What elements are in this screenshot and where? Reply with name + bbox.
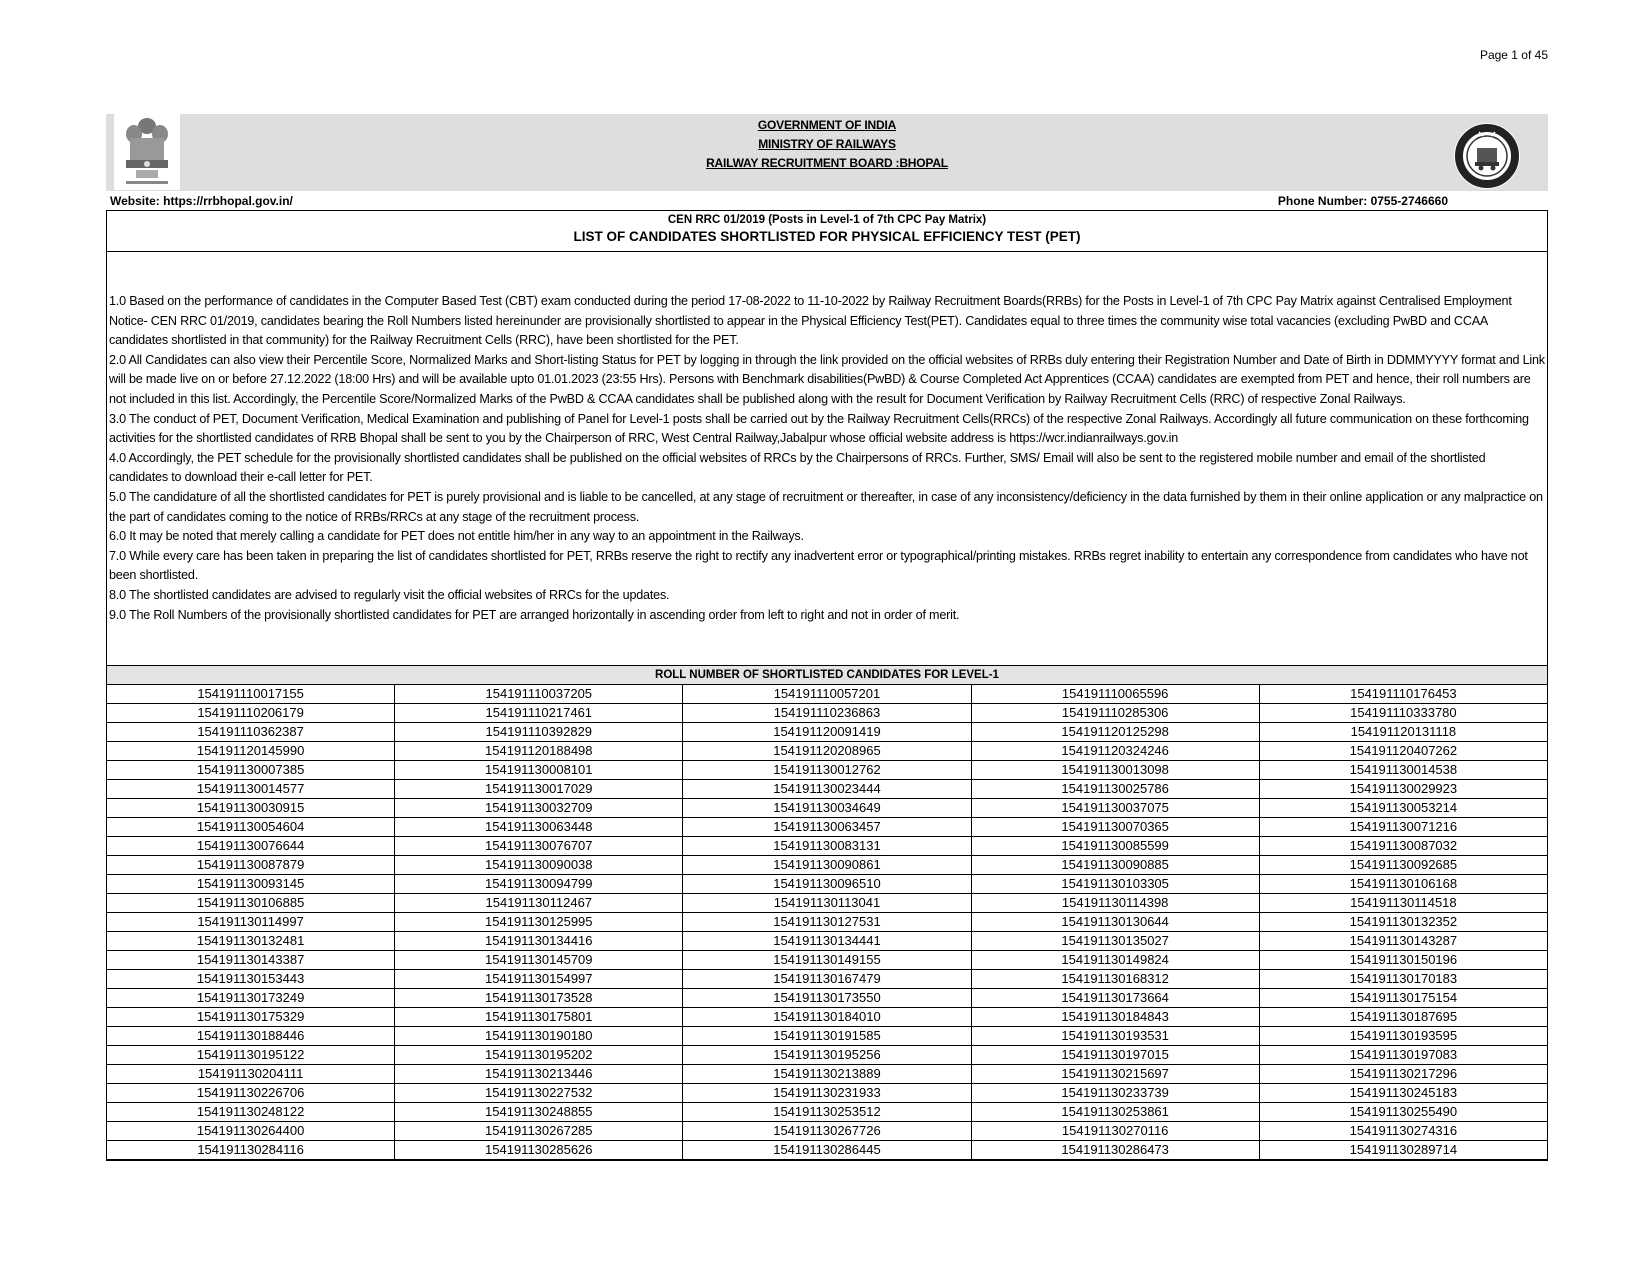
roll-number-cell: 154191110176453 [1259, 685, 1547, 704]
note-paragraph: 1.0 Based on the performance of candidates in the Computer Based Test (CBT) exam conducted during the period 17-08-2022 to 11-10-2022 by Railway Recruitment Boards(RRBs) for the Posts in Level-1 of 7th CPC Pay Matrix against Centralised Employment Notice- CEN RRC 01/2019, candidates bearing the Roll Numbers listed hereinunder are provisionally shortlisted to appear in the Physical Efficiency Test(PET). Candidates equal to three times the community wise total vacancies (excluding PwBD and CCAA candidates shortlisted in that community) for the Railway Recruitment Cells (RRC), have been shortlisted for the PET. [109, 294, 1512, 348]
roll-number-cell: 154191110333780 [1259, 704, 1547, 723]
roll-number-cell: 154191130153443 [107, 970, 395, 989]
roll-number-cell: 154191130087032 [1259, 837, 1547, 856]
roll-number-cell: 154191130197015 [971, 1046, 1259, 1065]
roll-number-cell: 154191130170183 [1259, 970, 1547, 989]
list-title: LIST OF CANDIDATES SHORTLISTED FOR PHYSICAL EFFICIENCY TEST (PET) [573, 229, 1081, 244]
roll-number-cell: 154191130054604 [107, 818, 395, 837]
roll-number-cell: 154191130113041 [683, 894, 971, 913]
roll-number-cell: 154191130149824 [971, 951, 1259, 970]
roll-number-cell: 154191130090885 [971, 856, 1259, 875]
roll-number-cell: 154191110017155 [107, 685, 395, 704]
roll-number-cell: 154191130167479 [683, 970, 971, 989]
roll-number-cell: 154191130094799 [395, 875, 683, 894]
roll-number-cell: 154191130150196 [1259, 951, 1547, 970]
roll-number-cell: 154191130190180 [395, 1027, 683, 1046]
table-row [107, 951, 1547, 970]
roll-number-cell: 154191130076644 [107, 837, 395, 856]
roll-number-cell: 154191110206179 [107, 704, 395, 723]
roll-number-cell: 154191130149155 [683, 951, 971, 970]
roll-number-cell: 154191130195122 [107, 1046, 395, 1065]
roll-number-cell: 154191130191585 [683, 1027, 971, 1046]
note-paragraph: 9.0 The Roll Numbers of the provisionally shortlisted candidates for PET are arranged horizontally in ascending order from left to right and not in order of merit. [109, 607, 960, 622]
roll-number-cell: 154191120324246 [971, 742, 1259, 761]
note-paragraph: 8.0 The shortlisted candidates are advised to regularly visit the official websites of RRCs for the updates. [109, 587, 670, 602]
roll-number-cell: 154191130187695 [1259, 1008, 1547, 1027]
notice-title-box [107, 211, 1547, 252]
cen-title: CEN RRC 01/2019 (Posts in Level-1 of 7th CPC Pay Matrix) [667, 214, 987, 226]
roll-number-cell: 154191130188446 [107, 1027, 395, 1046]
table-row [107, 761, 1547, 780]
roll-number-cell: 154191130012762 [683, 761, 971, 780]
roll-number-cell: 154191130213446 [395, 1065, 683, 1084]
roll-number-cell: 154191130032709 [395, 799, 683, 818]
roll-number-cell: 154191120145990 [107, 742, 395, 761]
roll-number-cell: 154191130231933 [683, 1084, 971, 1103]
roll-number-cell: 154191130083131 [683, 837, 971, 856]
website-label: Website: https://rrbhopal.gov.in/ [110, 194, 293, 208]
table-row [107, 704, 1547, 723]
roll-number-cell: 154191130013098 [971, 761, 1259, 780]
roll-number-cell: 154191130127531 [683, 913, 971, 932]
roll-number-cell: 154191130114398 [971, 894, 1259, 913]
roll-number-cell: 154191130248122 [107, 1103, 395, 1122]
roll-number-cell: 154191130286473 [971, 1141, 1259, 1160]
roll-number-cell: 154191130289714 [1259, 1141, 1547, 1160]
roll-number-cell: 154191130274316 [1259, 1122, 1547, 1141]
roll-number-cell: 154191130030915 [107, 799, 395, 818]
roll-number-cell: 154191130154997 [395, 970, 683, 989]
roll-number-cell: 154191130014577 [107, 780, 395, 799]
roll-number-cell: 154191130112467 [395, 894, 683, 913]
note-paragraph: 2.0 All Candidates can also view their Percentile Score, Normalized Marks and Short-listing Status for PET by logging in through the link provided on the official websites of RRBs duly entering their Registration Number and Date of Birth in DDMMYYYY format and Link will be made live on or before 27.12.2022 (18:00 Hrs) and will be available upto 01.01.2023 (23:55 Hrs). Persons with Benchmark disabilities(PwBD) & Course Completed Act Apprentices (CCAA) candidates are exempted from PET and hence, their roll numbers are not included in this list. Accordingly, the Percentile Score/Normalized Marks of the PwBD & CCAA candidates shall be published along with the result for Document Verification by Railway Recruitment Cells (RRC) of respective Zonal Railways. [109, 352, 1545, 406]
roll-number-cell: 154191110217461 [395, 704, 683, 723]
roll-number-cell: 154191130085599 [971, 837, 1259, 856]
table-row [107, 780, 1547, 799]
table-row [107, 837, 1547, 856]
contact-row [106, 194, 1548, 210]
roll-table-heading: ROLL NUMBER OF SHORTLISTED CANDIDATES FOR LEVEL-1 [107, 665, 1547, 685]
roll-number-cell: 154191130175801 [395, 1008, 683, 1027]
roll-number-cell: 154191130233739 [971, 1084, 1259, 1103]
roll-number-cell: 154191110285306 [971, 704, 1259, 723]
table-row [107, 1141, 1547, 1160]
government-heading: GOVERNMENT OF INDIA [757, 118, 897, 132]
roll-number-cell: 154191130175154 [1259, 989, 1547, 1008]
roll-number-cell: 154191130184843 [971, 1008, 1259, 1027]
roll-number-cell: 154191130197083 [1259, 1046, 1547, 1065]
roll-number-cell: 154191130217296 [1259, 1065, 1547, 1084]
table-row [107, 894, 1547, 913]
roll-number-cell: 154191130213889 [683, 1065, 971, 1084]
roll-number-cell: 154191130284116 [107, 1141, 395, 1160]
roll-number-cell: 154191130270116 [971, 1122, 1259, 1141]
roll-number-cell: 154191130106168 [1259, 875, 1547, 894]
table-row [107, 1027, 1547, 1046]
roll-number-cell: 154191130114997 [107, 913, 395, 932]
roll-number-cell: 154191130264400 [107, 1122, 395, 1141]
table-row [107, 723, 1547, 742]
roll-number-cell: 154191130227532 [395, 1084, 683, 1103]
roll-number-cell: 154191120131118 [1259, 723, 1547, 742]
roll-number-cell: 154191120091419 [683, 723, 971, 742]
roll-number-cell: 154191130017029 [395, 780, 683, 799]
roll-number-cell: 154191130286445 [683, 1141, 971, 1160]
roll-number-cell: 154191130025786 [971, 780, 1259, 799]
roll-number-cell: 154191130134416 [395, 932, 683, 951]
roll-number-cell: 154191130090861 [683, 856, 971, 875]
roll-number-cell: 154191130173249 [107, 989, 395, 1008]
roll-number-cell: 154191130195256 [683, 1046, 971, 1065]
table-row [107, 913, 1547, 932]
roll-number-cell: 154191130248855 [395, 1103, 683, 1122]
table-row [107, 932, 1547, 951]
table-row [107, 970, 1547, 989]
roll-number-cell: 154191130130644 [971, 913, 1259, 932]
roll-number-cell: 154191130125995 [395, 913, 683, 932]
roll-number-cell: 154191130023444 [683, 780, 971, 799]
roll-number-cell: 154191130076707 [395, 837, 683, 856]
roll-number-cell: 154191130253512 [683, 1103, 971, 1122]
roll-number-cell: 154191110065596 [971, 685, 1259, 704]
roll-number-cell: 154191130193531 [971, 1027, 1259, 1046]
note-paragraph: 3.0 The conduct of PET, Document Verification, Medical Examination and publishing of Panel for Level-1 posts shall be carried out by the Railway Recruitment Cells(RRCs) of the respective Zonal Railways. Accordingly all future communication on these forthcoming activities for the shortlisted candidates of RRB Bhopal shall be sent to you by the Chairperson of RRC, West Central Railway,Jabalpur whose official website address is https://wcr.indianrailways.gov.in [109, 411, 1529, 446]
roll-number-cell: 154191130014538 [1259, 761, 1547, 780]
roll-number-cell: 154191130145709 [395, 951, 683, 970]
roll-number-cell: 154191130063457 [683, 818, 971, 837]
roll-number-cell: 154191120188498 [395, 742, 683, 761]
roll-number-cell: 154191130090038 [395, 856, 683, 875]
roll-number-cell: 154191130173664 [971, 989, 1259, 1008]
roll-number-cell: 154191130103305 [971, 875, 1259, 894]
roll-number-cell: 154191130132352 [1259, 913, 1547, 932]
table-row [107, 856, 1547, 875]
roll-number-cell: 154191120125298 [971, 723, 1259, 742]
roll-number-cell: 154191130134441 [683, 932, 971, 951]
roll-number-table [107, 685, 1547, 1160]
table-row [107, 1008, 1547, 1027]
table-row [107, 875, 1547, 894]
table-row [107, 799, 1547, 818]
roll-number-cell: 154191130204111 [107, 1065, 395, 1084]
roll-number-cell: 154191110362387 [107, 723, 395, 742]
roll-number-cell: 154191130092685 [1259, 856, 1547, 875]
roll-number-cell: 154191130173528 [395, 989, 683, 1008]
roll-number-cell: 154191120208965 [683, 742, 971, 761]
notice-frame [106, 210, 1548, 1161]
roll-number-cell: 154191130135027 [971, 932, 1259, 951]
roll-number-cell: 154191130034649 [683, 799, 971, 818]
roll-number-cell: 154191130114518 [1259, 894, 1547, 913]
roll-number-cell: 154191130143387 [107, 951, 395, 970]
roll-number-cell: 154191130037075 [971, 799, 1259, 818]
roll-number-cell: 154191130215697 [971, 1065, 1259, 1084]
roll-number-cell: 154191130070365 [971, 818, 1259, 837]
roll-number-cell: 154191130096510 [683, 875, 971, 894]
roll-number-cell: 154191130071216 [1259, 818, 1547, 837]
roll-number-cell: 154191110236863 [683, 704, 971, 723]
roll-number-cell: 154191130285626 [395, 1141, 683, 1160]
roll-number-cell: 154191130173550 [683, 989, 971, 1008]
page-number: Page 1 of 45 [1479, 48, 1548, 62]
notice-paragraphs [109, 292, 1545, 625]
roll-number-cell: 154191130267285 [395, 1122, 683, 1141]
letterhead-banner [106, 114, 1548, 191]
board-heading: RAILWAY RECRUITMENT BOARD :BHOPAL [706, 156, 948, 170]
table-row [107, 1084, 1547, 1103]
roll-number-cell: 154191130106885 [107, 894, 395, 913]
table-row [107, 742, 1547, 761]
table-row [107, 685, 1547, 704]
roll-number-cell: 154191120407262 [1259, 742, 1547, 761]
roll-number-cell: 154191130175329 [107, 1008, 395, 1027]
roll-number-cell: 154191130195202 [395, 1046, 683, 1065]
roll-number-cell: 154191110392829 [395, 723, 683, 742]
roll-number-cell: 154191130053214 [1259, 799, 1547, 818]
roll-number-cell: 154191110037205 [395, 685, 683, 704]
roll-number-cell: 154191130245183 [1259, 1084, 1547, 1103]
roll-number-cell: 154191130063448 [395, 818, 683, 837]
ministry-heading: MINISTRY OF RAILWAYS [758, 137, 896, 151]
roll-number-cell: 154191130143287 [1259, 932, 1547, 951]
table-row [107, 989, 1547, 1008]
roll-number-cell: 154191130253861 [971, 1103, 1259, 1122]
roll-number-cell: 154191130008101 [395, 761, 683, 780]
table-row [107, 818, 1547, 837]
roll-number-cell: 154191130093145 [107, 875, 395, 894]
note-paragraph: 5.0 The candidature of all the shortlisted candidates for PET is purely provisional and is liable to be cancelled, at any stage of recruitment or thereafter, in case of any inconsistency/deficiency in the data furnished by them in their online application or any malpractice on the part of candidates coming to the notice of RRBs/RRCs at any stage of the recruitment process. [109, 489, 1543, 524]
roll-number-cell: 154191130184010 [683, 1008, 971, 1027]
note-paragraph: 6.0 It may be noted that merely calling a candidate for PET does not entitle him/her in any way to an appointment in the Railways. [109, 529, 804, 544]
roll-number-cell: 154191130267726 [683, 1122, 971, 1141]
state-emblem-icon [114, 114, 180, 190]
table-row [107, 1065, 1547, 1084]
roll-number-cell: 154191130087879 [107, 856, 395, 875]
phone-label: Phone Number: 0755-2746660 [1277, 194, 1448, 208]
roll-number-cell: 154191130226706 [107, 1084, 395, 1103]
roll-number-cell: 154191130255490 [1259, 1103, 1547, 1122]
indian-railways-logo-icon [1453, 122, 1521, 190]
roll-number-cell: 154191130007385 [107, 761, 395, 780]
note-paragraph: 4.0 Accordingly, the PET schedule for the provisionally shortlisted candidates shall be published on the official websites of RRCs by the Chairpersons of RRCs. Further, SMS/ Email will also be sent to the registered mobile number and email of the shortlisted candidates to download their e-call letter for PET. [109, 450, 1486, 485]
roll-number-cell: 154191110057201 [683, 685, 971, 704]
roll-number-cell: 154191130132481 [107, 932, 395, 951]
table-row [107, 1122, 1547, 1141]
roll-number-cell: 154191130193595 [1259, 1027, 1547, 1046]
table-row [107, 1103, 1547, 1122]
roll-number-cell: 154191130168312 [971, 970, 1259, 989]
table-row [107, 1046, 1547, 1065]
roll-number-cell: 154191130029923 [1259, 780, 1547, 799]
note-paragraph: 7.0 While every care has been taken in preparing the list of candidates shortlisted for PET, RRBs reserve the right to rectify any inadvertent error or typographical/printing mistakes. RRBs regret inability to entertain any correspondence from candidates who have not been shortlisted. [109, 548, 1528, 583]
